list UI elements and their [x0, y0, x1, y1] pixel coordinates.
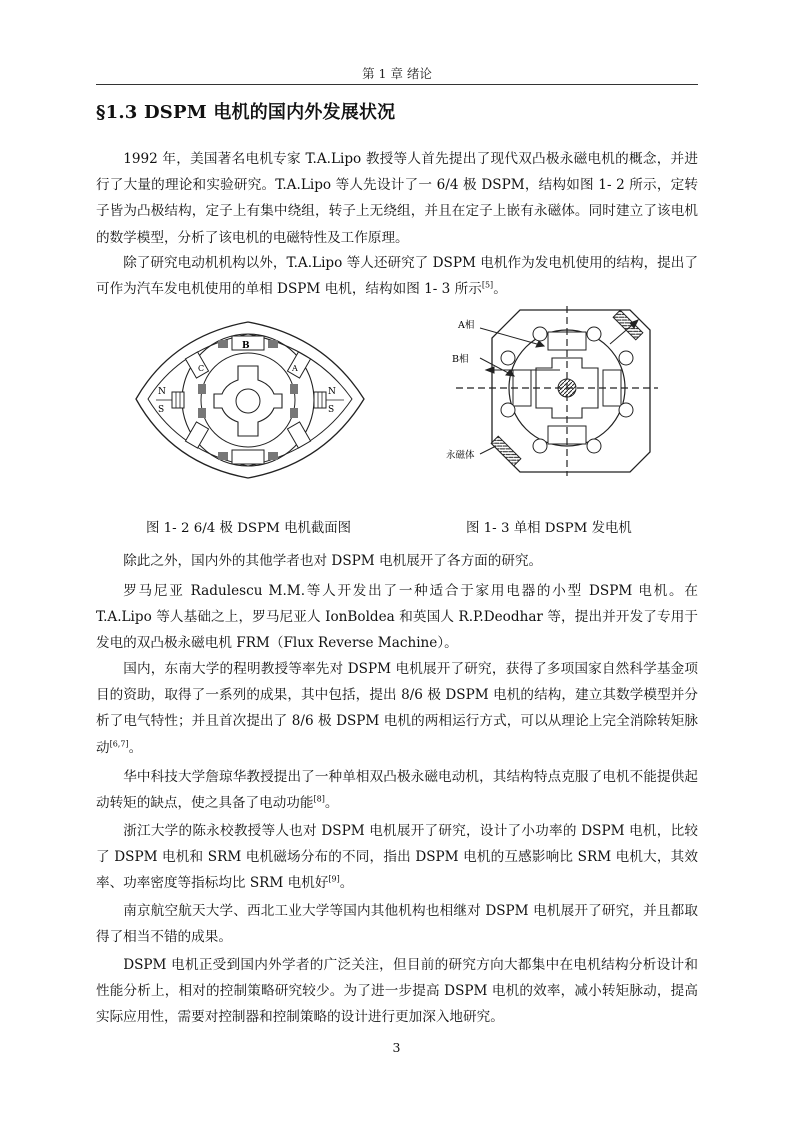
- paragraph-2-text: 除了研究电动机机构以外，T.A.Lipo 等人还研究了 DSPM 电机作为发电机使用的结构，提出了可作为汽车发电机使用的单相 DSPM 电机，结构如图 1- 3 所示: [96, 255, 698, 298]
- label-c: C: [198, 364, 205, 373]
- paragraph-4: 罗马尼亚 Radulescu M.M.等人开发出了一种适合于家用电器的小型 DSPM 电机。在 T.A.Lipo 等人基础之上，罗马尼亚人 IonBoldea 和英国人 R.P.Deodhar 等，提出并开发了专用于发电的双凸极永磁电机 FRM（Flux Reverse Machine）。: [96, 583, 698, 652]
- label-magnet: 永磁体: [446, 450, 475, 461]
- header-rule: [96, 84, 698, 85]
- figure-1-2-caption: 图 1- 2 6/4 极 DSPM 电机截面图: [146, 521, 352, 536]
- label-phase-a: A相: [458, 320, 475, 331]
- figure-dspm-cross-section: [132, 314, 370, 486]
- paragraph-8: 南京航空航天大学、西北工业大学等国内其他机构也相继对 DSPM 电机展开了研究，并且都取得了相当不错的成果。: [96, 903, 698, 946]
- paragraph-5-text: 国内，东南大学的程明教授等率先对 DSPM 电机展开了研究，获得了多项国家自然科学基金项目的资助，取得了一系列的成果，其中包括，提出 8/6 极 DSPM 电机的结构，建立其数学模型并分析了电气特性；并且首次提出了 8/6 极 DSPM 电机的两相运行方式，可以从理论上完全消除转矩脉动: [96, 661, 698, 756]
- paragraph-5: [96, 656, 698, 761]
- paragraph-3: 除此之外，国内外的其他学者也对 DSPM 电机展开了各方面的研究。: [123, 553, 543, 569]
- running-header: 第 1 章 绪论: [362, 66, 432, 81]
- label-n: N: [158, 387, 166, 397]
- paragraph-6: [96, 764, 698, 816]
- label-s: S: [158, 405, 165, 415]
- citation: [9]: [328, 874, 340, 884]
- citation: [5]: [481, 280, 494, 290]
- label-n-right: N: [328, 387, 336, 397]
- paragraph-1: 1992 年，美国著名电机专家 T.A.Lipo 教授等人首先提出了现代双凸极永磁电机的概念，并进行了大量的理论和实验研究。T.A.Lipo 等人先设计了一 6/4 极 DSPM，结构如图 1- 2 所示，定转子皆为凸极结构，定子上有集中绕组，转子上无绕组，并且在定子上嵌有永磁体。同时建立了该电机的数学模型，分析了该电机的电磁特性及工作原理。: [96, 151, 698, 246]
- citation: [6,7]: [109, 739, 129, 749]
- label-a: A: [292, 364, 298, 373]
- paragraph-7-text: 浙江大学的陈永校教授等人也对 DSPM 电机展开了研究，设计了小功率的 DSPM 电机，比较了 DSPM 电机和 SRM 电机磁场分布的不同，指出 DSPM 电机的互感影响比 SRM 电机大，其效率、功率密度等指标均比 SRM 电机好: [96, 823, 698, 892]
- paragraph-2-end: 。: [493, 281, 507, 298]
- paragraph-6-end: 。: [324, 795, 339, 812]
- section-title: §1.3 DSPM 电机的国内外发展状况: [96, 102, 396, 123]
- paragraph-7-end: 。: [339, 875, 354, 892]
- figure-single-phase-generator: [440, 306, 662, 476]
- figure-1-3-caption: 图 1- 3 单相 DSPM 发电机: [466, 521, 632, 536]
- label-b: B: [242, 341, 250, 351]
- page-number: 3: [392, 1040, 401, 1055]
- label-s-right: S: [328, 405, 335, 415]
- paragraph-5-end: 。: [128, 739, 143, 756]
- label-phase-b: B相: [452, 354, 469, 365]
- paragraph-7: [96, 818, 698, 897]
- citation: [8]: [313, 794, 325, 804]
- paragraph-9: DSPM 电机正受到国内外学者的广泛关注，但目前的研究方向大都集中在电机结构分析设计和性能分析上，相对的控制策略研究较少。为了进一步提高 DSPM 电机的效率，减小转矩脉动，提高实际应用性，需要对控制器和控制策略的设计进行更加深入地研究。: [96, 957, 698, 1026]
- paragraph-6-text: 华中科技大学詹琼华教授提出了一种单相双凸极永磁电动机，其结构特点克服了电机不能提供起动转矩的缺点，使之具备了电动功能: [96, 769, 698, 812]
- paragraph-2: [96, 250, 698, 302]
